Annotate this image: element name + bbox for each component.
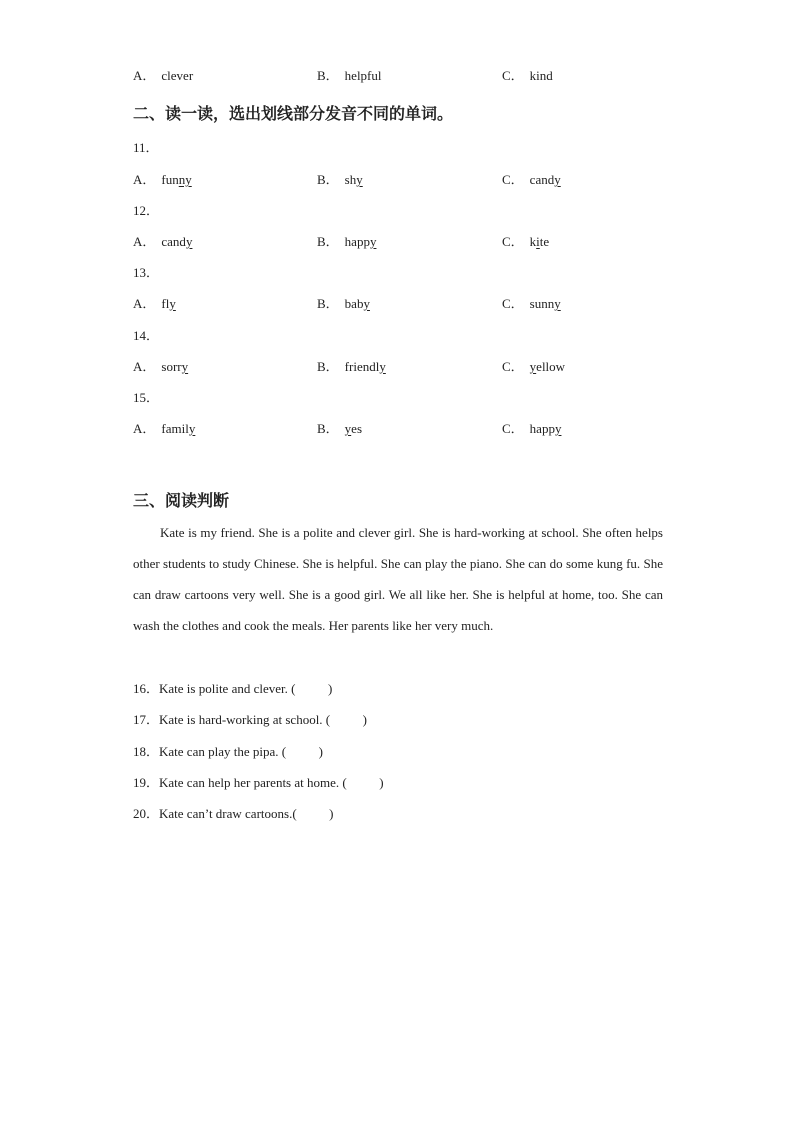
underlined-part: ny (178, 172, 192, 187)
option-b (317, 171, 363, 189)
question-number: 15． (133, 390, 160, 405)
question-number: 12． (133, 203, 160, 218)
word-part: fun (161, 172, 179, 187)
option-a (133, 295, 176, 313)
option-c (502, 233, 549, 251)
close-paren: ) (362, 712, 367, 727)
answer-blank[interactable] (286, 743, 319, 761)
option-word: kind (529, 68, 553, 83)
option-a (133, 233, 192, 251)
underlined-part: y (554, 172, 561, 187)
word-part: sunn (529, 296, 555, 311)
option-letter: A． (133, 172, 156, 187)
word-part: cand (161, 234, 186, 249)
question-12-options (133, 233, 673, 251)
underlined-part: y (188, 421, 196, 436)
judge-statement (133, 774, 384, 792)
word-part: k (529, 234, 537, 249)
section-2-title: 二、读一读，选出划线部分发音不同的单词。 (133, 104, 454, 123)
option-letter: B． (317, 421, 339, 436)
option-a (133, 358, 188, 376)
option-letter: C． (502, 68, 524, 83)
option-letter: C． (502, 234, 524, 249)
option-a (133, 420, 195, 438)
option-a (133, 171, 192, 189)
underlined-part: y (185, 234, 193, 249)
word-part: fl (161, 296, 170, 311)
option-letter: B． (317, 68, 339, 83)
option-c (502, 171, 561, 189)
word-part: happ (529, 421, 555, 436)
word-part: famil (161, 421, 189, 436)
word-part: te (539, 234, 550, 249)
close-paren: ) (329, 806, 334, 821)
option-letter: C． (502, 421, 524, 436)
option-c (502, 67, 553, 85)
question-number: 11． (133, 140, 159, 155)
option-letter: A． (133, 296, 156, 311)
option-letter: A． (133, 359, 156, 374)
answer-blank[interactable] (330, 711, 363, 729)
underlined-part: i (536, 234, 540, 249)
underlined-part: y (356, 172, 363, 187)
judge-statement (133, 805, 334, 823)
prev-question-options (133, 67, 673, 85)
underlined-part: y (169, 296, 176, 311)
statement-number: 20． (133, 806, 160, 821)
reading-passage: Kate is my friend. She is a polite and clever girl. She is hard-working at school. She often helps other students to study Chinese. She is helpful. She can play the piano. She can do some kung fu. She can draw cartoons very well. She is a good girl. We all like her. She is helpful at home, too. She can wash the clothes and cook the meals. Her parents like her very much. (133, 525, 663, 633)
word-part: cand (529, 172, 555, 187)
underlined-part: y (379, 359, 386, 374)
underlined-part: y (529, 359, 537, 374)
option-c (502, 295, 561, 313)
statement-text: Kate can play the pipa. ( (159, 744, 287, 759)
option-c (502, 420, 561, 438)
option-letter: B． (317, 296, 339, 311)
word-part: es (351, 421, 363, 436)
option-letter: C． (502, 296, 524, 311)
option-letter: A． (133, 234, 156, 249)
question-13-options (133, 295, 673, 313)
answer-blank[interactable] (295, 680, 328, 698)
statement-number: 17． (133, 712, 160, 727)
statement-number: 18． (133, 744, 160, 759)
question-number: 13． (133, 265, 160, 280)
word-part: sorr (161, 359, 182, 374)
section-3-title: 三、阅读判断 (133, 491, 230, 510)
option-word: helpful (344, 68, 382, 83)
underlined-part: y (181, 359, 189, 374)
question-number: 14． (133, 328, 160, 343)
statement-number: 16． (133, 681, 160, 696)
question-14-options (133, 358, 673, 376)
option-b (317, 67, 382, 85)
option-word: clever (161, 68, 194, 83)
word-part: bab (344, 296, 364, 311)
answer-blank[interactable] (347, 774, 380, 792)
judge-statement (133, 711, 367, 729)
close-paren: ) (318, 744, 323, 759)
question-15-options (133, 420, 673, 438)
option-b (317, 295, 370, 313)
word-part: ellow (536, 359, 566, 374)
word-part: friendl (344, 359, 380, 374)
question-11-options (133, 171, 673, 189)
option-a (133, 67, 193, 85)
option-letter: A． (133, 421, 156, 436)
underlined-part: y (363, 296, 370, 311)
option-letter: B． (317, 172, 339, 187)
option-letter: B． (317, 234, 339, 249)
option-letter: C． (502, 359, 524, 374)
judge-statement (133, 680, 332, 698)
statement-number: 19． (133, 775, 160, 790)
statement-text: Kate can’t draw cartoons.( (159, 806, 297, 821)
word-part: sh (344, 172, 357, 187)
statement-text: Kate can help her parents at home. ( (159, 775, 347, 790)
option-b (317, 233, 376, 251)
underlined-part: y (554, 296, 561, 311)
underlined-part: y (554, 421, 562, 436)
option-letter: A． (133, 68, 156, 83)
close-paren: ) (379, 775, 384, 790)
judge-statement (133, 743, 323, 761)
statement-text: Kate is hard-working at school. ( (159, 712, 331, 727)
option-c (502, 358, 565, 376)
answer-blank[interactable] (297, 805, 330, 823)
statement-text: Kate is polite and clever. ( (159, 681, 296, 696)
option-letter: C． (502, 172, 524, 187)
option-b (317, 420, 362, 438)
option-letter: B． (317, 359, 339, 374)
word-part: happ (344, 234, 370, 249)
underlined-part: y (369, 234, 377, 249)
underlined-part: y (344, 421, 352, 436)
option-b (317, 358, 386, 376)
close-paren: ) (327, 681, 333, 696)
